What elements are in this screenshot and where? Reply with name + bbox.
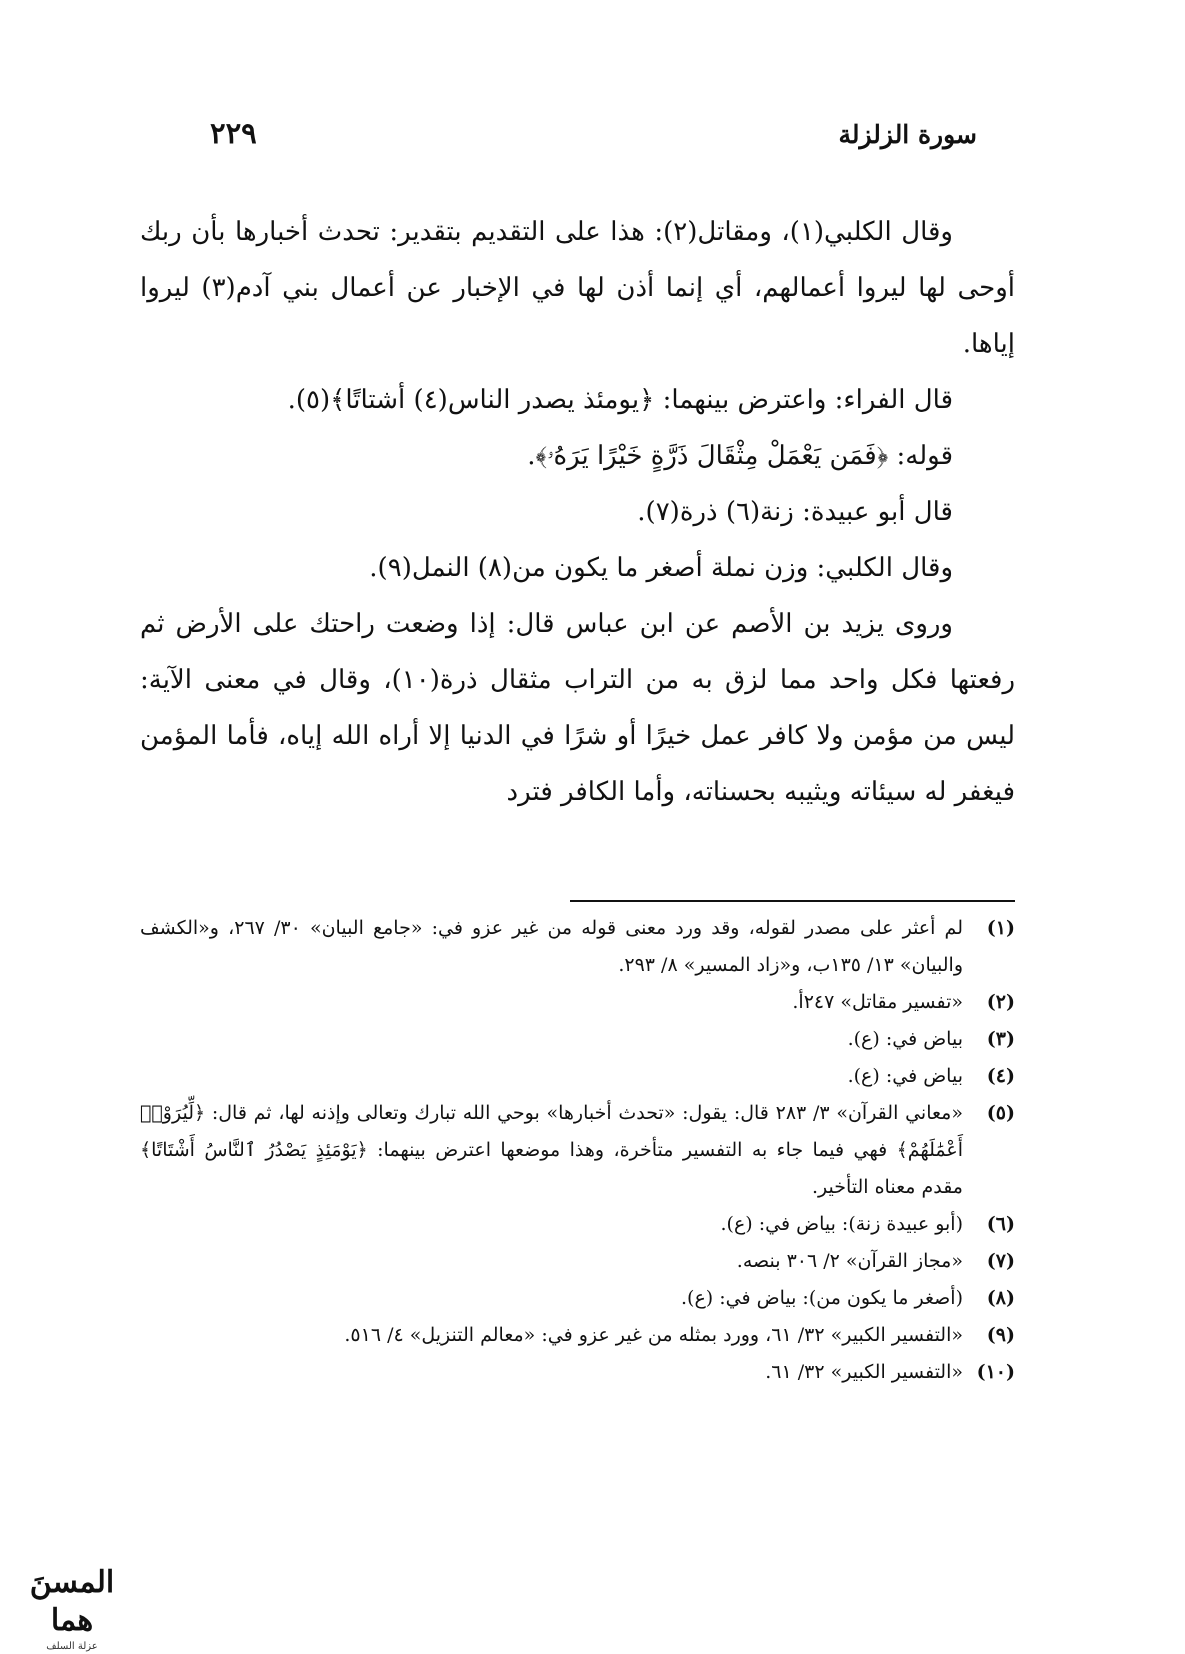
footnote-number: (٧)	[986, 1250, 1015, 1272]
footnote-divider	[570, 900, 1015, 902]
footnote-number: (٩)	[986, 1324, 1015, 1346]
logo-sub-text: عزلة السلف	[46, 1641, 98, 1652]
surah-title: سورة الزلزلة	[838, 120, 977, 149]
footnote-text: (أصغر ما يكون من): بياض في: (ع).	[681, 1287, 963, 1309]
footnote-text: «معاني القرآن» ٣/ ٢٨٣ قال: يقول: «تحدث أخبارها» بوحي الله تبارك وتعالى وإذنه لها، ثم قال: ﴿لِّيُرَوْا۟ أَعْمَٰلَهُمْ﴾ فهي فيما جاء به التفسير متأخرة، وهذا موضعها اعترض بينهما: ﴿يَوْمَئِذٍ يَصْدُرُ ٱلنَّاسُ أَشْتَاتًا﴾ مقدم معناه التأخير.	[140, 1102, 963, 1198]
footnote-number: (٨)	[986, 1287, 1015, 1309]
body-paragraph: وروى يزيد بن الأصم عن ابن عباس قال: إذا وضعت راحتك على الأرض ثم رفعتها فكل واحد مما لزق به من التراب مثقال ذرة(١٠)، وقال في معنى الآية: ليس من مؤمن ولا كافر عمل خيرًا أو شرًا في الدنيا إلا أراه الله إياه، فأما المؤمن فيغفر له سيئاته ويثيبه بحسناته، وأما الكافر فترد	[140, 609, 1015, 807]
footnote-number: (٣)	[986, 1028, 1015, 1050]
footnote-item	[140, 1206, 1015, 1243]
footnote-item	[140, 910, 1015, 984]
footnote-text: «التفسير الكبير» ٣٢/ ٦١.	[765, 1361, 963, 1383]
footnote-number: (٥)	[986, 1102, 1015, 1124]
page-header	[200, 116, 985, 164]
footnote-item	[140, 1021, 1015, 1058]
footnote-text: بياض في: (ع).	[847, 1065, 963, 1087]
body-paragraph: قال أبو عبيدة: زنة(٦) ذرة(٧).	[637, 497, 953, 527]
logo-main-text: المسنَ هما	[29, 1565, 115, 1638]
body-paragraph: قوله: ﴿فَمَن يَعْمَلْ مِثْقَالَ ذَرَّةٍ خَيْرًا يَرَهُۥ﴾.	[527, 441, 953, 471]
footnotes	[140, 910, 1015, 1391]
footnote-number: (٤)	[986, 1065, 1015, 1087]
body-paragraph: قال الفراء: واعترض بينهما: ﴿يومئذ يصدر الناس(٤) أشتاتًا﴾(٥).	[287, 385, 953, 415]
footnote-item	[140, 984, 1015, 1021]
body-paragraph: وقال الكلبي(١)، ومقاتل(٢): هذا على التقديم بتقدير: تحدث أخبارها بأن ربك أوحى لها ليروا أعمالهم، أي إنما أذن لها في الإخبار عن أعمال بني آدم(٣) ليروا إياها.	[140, 217, 1015, 359]
publisher-logo	[20, 1564, 124, 1652]
footnote-number: (٢)	[986, 991, 1015, 1013]
footnote-item	[140, 1354, 1015, 1391]
footnote-item	[140, 1280, 1015, 1317]
footnote-number: (١)	[986, 917, 1015, 939]
footnote-text: «تفسير مقاتل» ٢٤٧أ.	[792, 991, 963, 1013]
main-text	[140, 204, 1015, 820]
footnote-item	[140, 1317, 1015, 1354]
footnote-item	[140, 1095, 1015, 1206]
footnote-item	[140, 1243, 1015, 1280]
footnote-text: (أبو عبيدة زنة): بياض في: (ع).	[720, 1213, 963, 1235]
footnote-text: بياض في: (ع).	[847, 1028, 963, 1050]
footnote-item	[140, 1058, 1015, 1095]
body-paragraph: وقال الكلبي: وزن نملة أصغر ما يكون من(٨) النمل(٩).	[369, 553, 953, 583]
footnote-number: (١٠)	[976, 1361, 1015, 1383]
footnote-text: «التفسير الكبير» ٣٢/ ٦١، وورد بمثله من غير عزو في: «معالم التنزيل» ٤/ ٥١٦.	[344, 1324, 963, 1346]
footnote-text: «مجاز القرآن» ٢/ ٣٠٦ بنصه.	[736, 1250, 963, 1272]
footnote-number: (٦)	[986, 1213, 1015, 1235]
page-number: ٢٢٩	[210, 116, 257, 150]
footnote-text: لم أعثر على مصدر لقوله، وقد ورد معنى قوله من غير عزو في: «جامع البيان» ٣٠/ ٢٦٧، و«الكشف والبيان» ١٣/ ١٣٥ب، و«زاد المسير» ٨/ ٢٩٣.	[140, 917, 963, 976]
